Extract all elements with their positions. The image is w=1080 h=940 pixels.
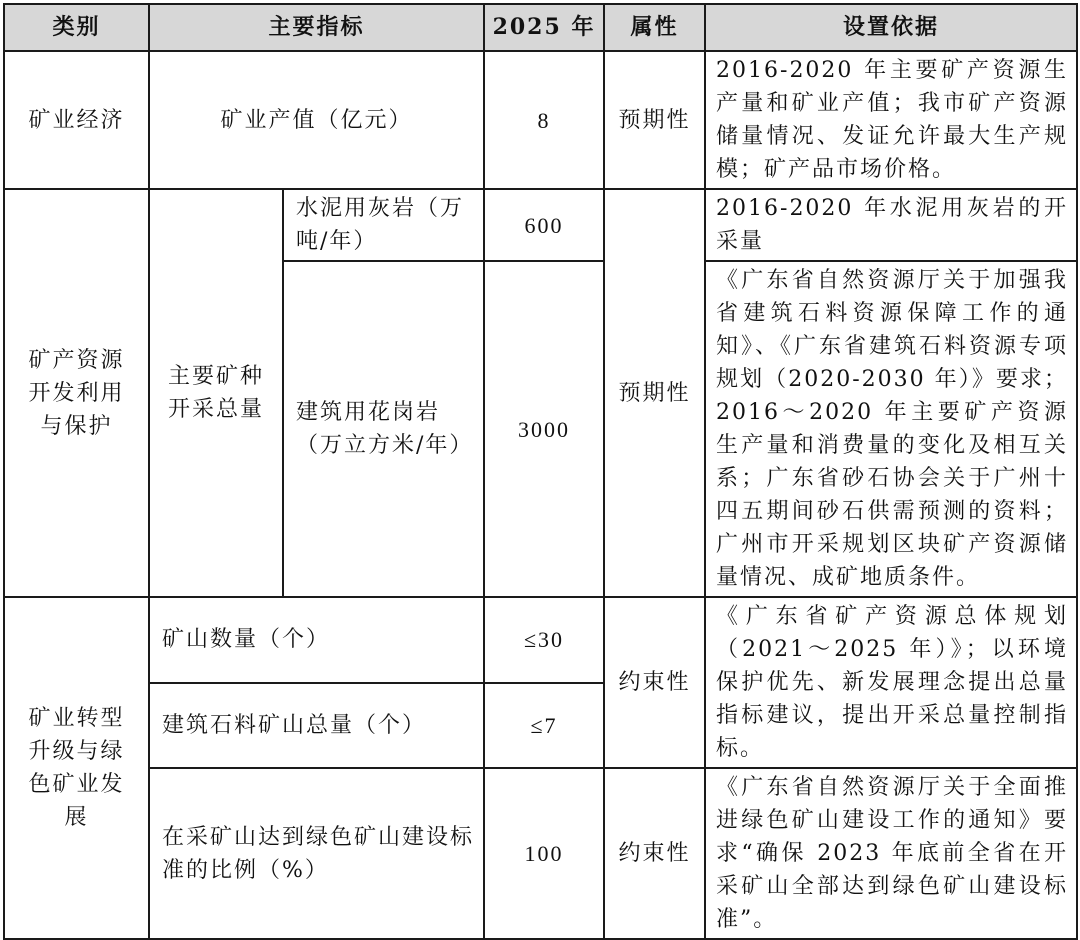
indicator-mining-output-value: 矿业产值（亿元）	[149, 51, 484, 189]
category-mining-economy: 矿业经济	[4, 51, 149, 189]
indicator-stone-mine-count: 建筑石料矿山总量（个）	[149, 683, 484, 769]
value-construction-granite: 3000	[484, 261, 604, 597]
table-row-limestone	[4, 189, 1077, 261]
header-basis: 设置依据	[705, 4, 1077, 51]
attribute-economy: 预期性	[604, 51, 705, 189]
table-row-economy	[4, 51, 1077, 189]
attribute-green: 约束性	[604, 768, 705, 939]
indicator-mine-count: 矿山数量（个）	[149, 597, 484, 683]
value-green-mine-ratio: 100	[484, 768, 604, 939]
planning-indicators-table	[3, 3, 1078, 940]
category-resource-development: 矿产资源开发利用与保护	[4, 189, 149, 597]
header-attribute: 属性	[604, 4, 705, 51]
value-stone-mine-count: ≤7	[484, 683, 604, 769]
group-main-mineral-output: 主要矿种开采总量	[149, 189, 283, 597]
header-target-2025: 2025 年	[484, 4, 604, 51]
attribute-resources: 预期性	[604, 189, 705, 597]
attribute-counts: 约束性	[604, 597, 705, 768]
value-cement-limestone: 600	[484, 189, 604, 261]
table-row-mine-count	[4, 597, 1077, 683]
basis-limestone: 2016-2020 年水泥用灰岩的开采量	[705, 189, 1077, 261]
header-category: 类别	[4, 4, 149, 51]
basis-granite: 《广东省自然资源厅关于加强我省建筑石料资源保障工作的通知》、《广东省建筑石料资源专项规划（2020-2030 年）》要求；2016～2020 年主要矿产资源生产量和消费量的变化及相互关系；广东省砂石协会关于广州十四五期间砂石供需预测的资料；广州市开采规划区块矿产资源储量情况、成矿地质条件。	[705, 261, 1077, 597]
header-indicator: 主要指标	[149, 4, 484, 51]
indicator-construction-granite: 建筑用花岗岩（万立方米/年）	[283, 261, 484, 597]
header-row	[4, 4, 1077, 51]
basis-green: 《广东省自然资源厅关于全面推进绿色矿山建设工作的通知》要求“确保 2023 年底前全省在开采矿山全部达到绿色矿山建设标准”。	[705, 768, 1077, 939]
basis-counts: 《广东省矿产资源总体规划（2021～2025 年）》；以环境保护优先、新发展理念提出总量指标建议，提出开采总量控制指标。	[705, 597, 1077, 768]
basis-economy: 2016-2020 年主要矿产资源生产量和矿业产值；我市矿产资源储量情况、发证允许最大生产规模；矿产品市场价格。	[705, 51, 1077, 189]
indicator-cement-limestone: 水泥用灰岩（万吨/年）	[283, 189, 484, 261]
value-mine-count: ≤30	[484, 597, 604, 683]
value-mining-output: 8	[484, 51, 604, 189]
table-row-green-mine-ratio	[4, 768, 1077, 939]
indicator-green-mine-ratio: 在采矿山达到绿色矿山建设标准的比例（%）	[149, 768, 484, 939]
category-transformation-green-mining: 矿业转型升级与绿色矿业发展	[4, 597, 149, 939]
